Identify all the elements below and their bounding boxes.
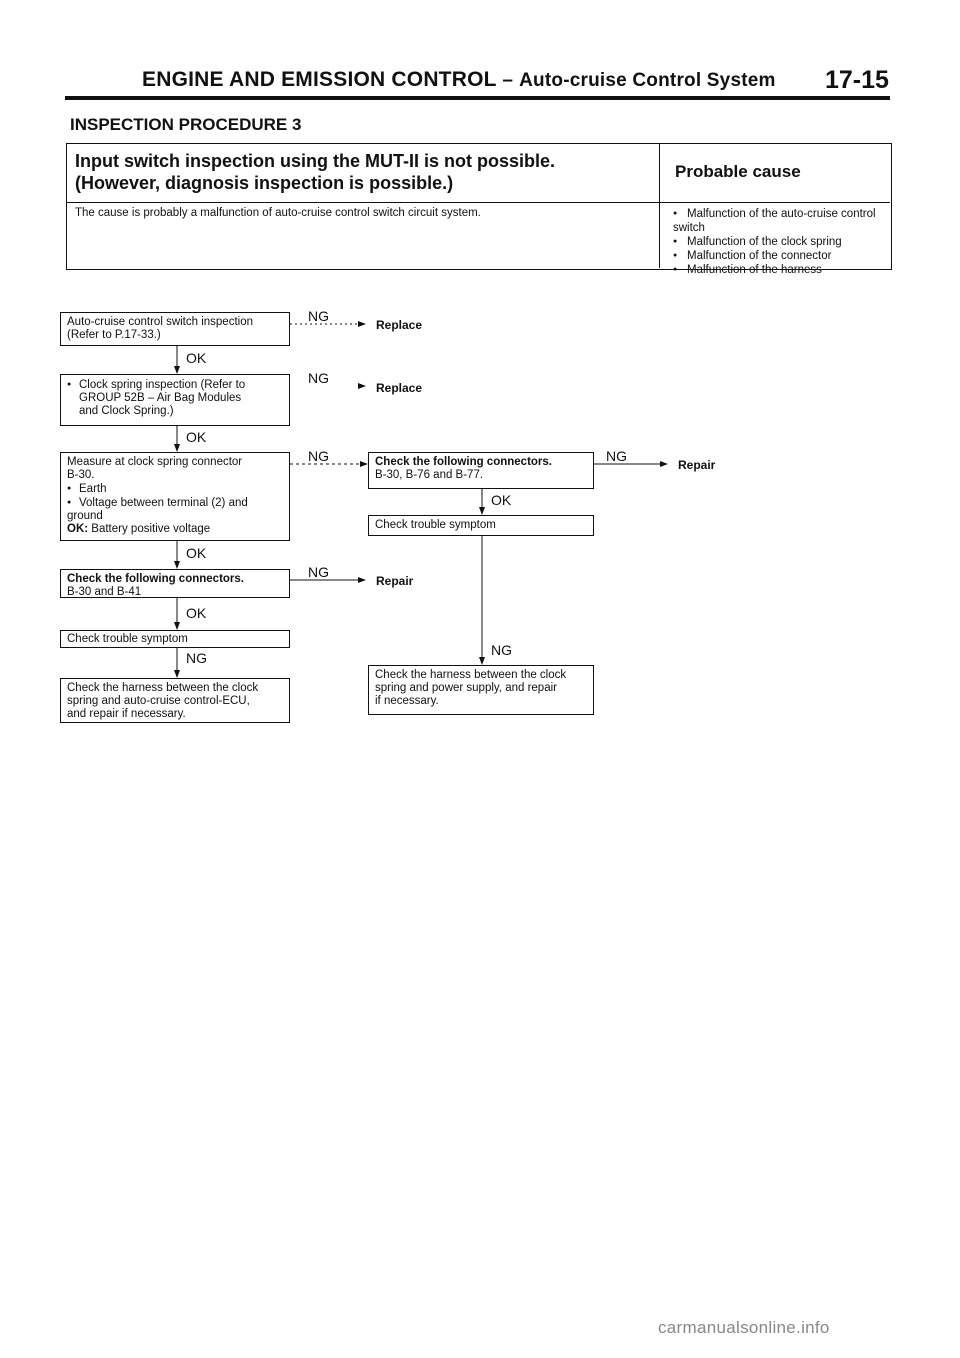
right2-line1: Check trouble symptom	[375, 519, 496, 531]
right2-check-trouble-symptom	[368, 515, 594, 536]
probable-cause-header: Probable cause	[675, 162, 801, 181]
step2-line1: ● Clock spring inspection (Refer to	[67, 378, 283, 392]
step6-line3: and repair if necessary.	[67, 708, 186, 720]
step5-line1: Check trouble symptom	[67, 633, 188, 645]
result-repair-2: Repair	[376, 574, 414, 588]
step4-line1: Check the following connectors.	[67, 573, 244, 585]
label-ok-1: OK	[186, 350, 207, 366]
section-name: ENGINE AND EMISSION CONTROL	[142, 68, 497, 91]
list-item: ● Malfunction of the connector	[673, 249, 891, 263]
label-ok-2: OK	[186, 429, 207, 445]
procedure-title: INSPECTION PROCEDURE 3	[70, 115, 302, 134]
right3-check-harness-power	[368, 665, 594, 715]
step3-line4: ● Voltage between terminal (2) and	[67, 496, 283, 510]
label-ng-2: NG	[308, 370, 329, 386]
step3-line2: B-30.	[67, 469, 95, 481]
cause-description: The cause is probably a malfunction of auto-cruise control switch circuit system.	[75, 207, 481, 219]
step3-line5: ground	[67, 510, 103, 522]
label-ng-7: NG	[491, 642, 512, 658]
subsection-name: Auto-cruise Control System	[519, 70, 776, 91]
step2-clock-spring-inspection	[60, 374, 290, 426]
label-ng-5: NG	[186, 650, 207, 666]
step1-line2: (Refer to P.17-33.)	[67, 329, 161, 341]
right1-check-connectors	[368, 452, 594, 489]
label-ok-3: OK	[186, 545, 207, 561]
result-replace-1: Replace	[376, 318, 423, 332]
step4-check-connectors	[60, 569, 290, 598]
step3-line1: Measure at clock spring connector	[67, 456, 243, 468]
step3-ok-line	[67, 523, 283, 536]
step3-line3: ● Earth	[67, 482, 283, 496]
result-replace-2: Replace	[376, 381, 423, 395]
label-ok-4: OK	[186, 605, 207, 621]
step2-line2: GROUP 52B – Air Bag Modules	[79, 392, 242, 404]
page-number: 17-15	[825, 66, 889, 94]
table-title-line2: (However, diagnosis inspection is possible.)	[75, 173, 454, 193]
right3-line3: if necessary.	[375, 695, 439, 707]
label-ng-1: NG	[308, 308, 329, 324]
label-ng-6: NG	[606, 448, 627, 464]
table-title-line1: Input switch inspection using the MUT-II is not possible.	[75, 151, 556, 171]
list-item: ● Malfunction of the auto-cruise control switch	[673, 207, 891, 235]
step2-line3: and Clock Spring.)	[79, 405, 174, 417]
step6-check-harness-ecu	[60, 678, 290, 723]
right3-line2: spring and power supply, and repair	[375, 682, 557, 694]
step5-check-trouble-symptom	[60, 630, 290, 648]
step6-line1: Check the harness between the clock	[67, 682, 259, 694]
right3-line1: Check the harness between the clock	[375, 669, 567, 681]
label-ok-5: OK	[491, 492, 512, 508]
list-item: ● Malfunction of the clock spring	[673, 235, 891, 249]
right1-line1: Check the following connectors.	[375, 456, 552, 468]
step3-ok-label: OK:	[67, 523, 89, 535]
label-ng-4: NG	[308, 564, 329, 580]
result-repair-1: Repair	[678, 458, 716, 472]
step6-line2: spring and auto-cruise control-ECU,	[67, 695, 250, 707]
right1-line2: B-30, B-76 and B-77.	[375, 469, 484, 481]
step3-measure-connector	[60, 452, 290, 541]
list-item: ● Malfunction of the harness	[673, 263, 891, 277]
step4-line2: B-30 and B-41	[67, 586, 142, 598]
watermark: carmanualsonline.info	[658, 1318, 830, 1337]
step1-line1: Auto-cruise control switch inspection	[67, 316, 253, 328]
label-ng-3: NG	[308, 448, 329, 464]
section-dash: –	[502, 70, 514, 91]
step1-switch-inspection	[60, 312, 290, 346]
step3-ok-text: Battery positive voltage	[91, 523, 211, 535]
